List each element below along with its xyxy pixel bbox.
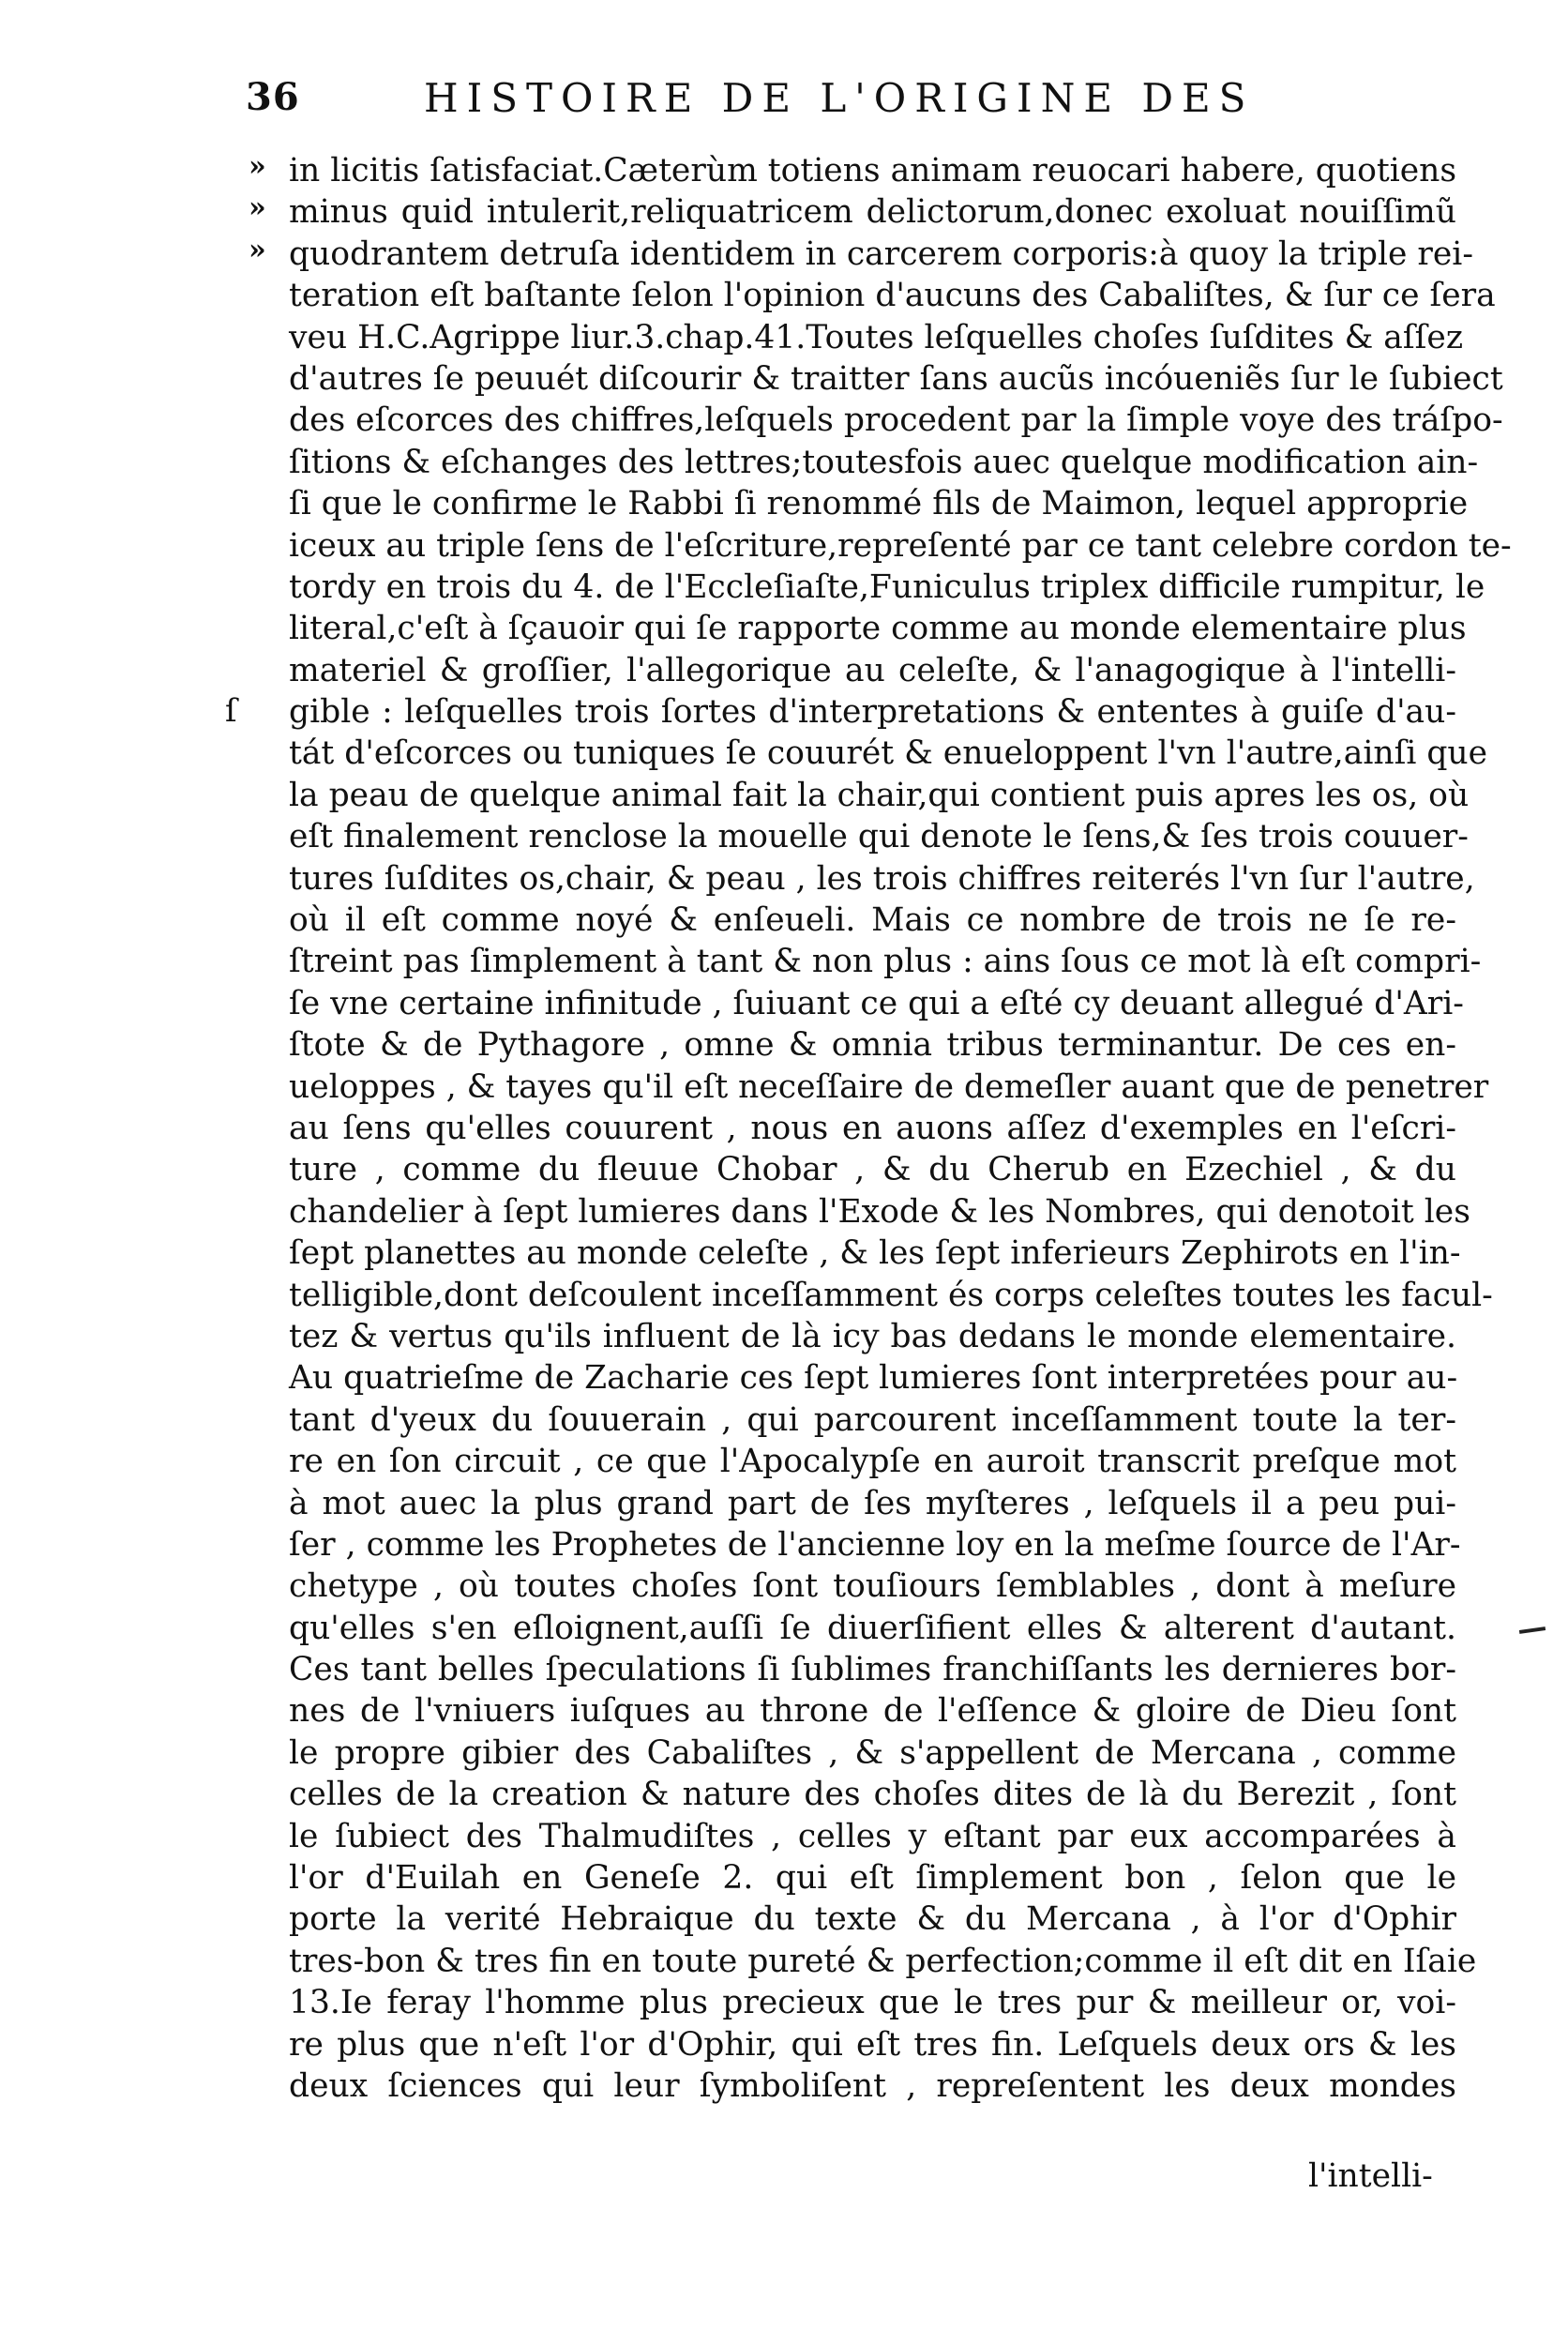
page-number: 36 [246, 75, 300, 119]
quotation-mark: » [249, 191, 266, 224]
text-line: ſe vne certaine infinitude , ſuiuant ce qui a eſté cy deuant allegué d'Ari- [289, 984, 1464, 1022]
text-line: le ſubiect des Thalmudiſtes , celles y eſtant par eux accomparées à [289, 1817, 1456, 1855]
text-line: tres-bon & tres fin en toute pureté & perfection;comme il eſt dit en Iſaie [289, 1942, 1477, 1980]
quotation-mark: » [249, 150, 266, 183]
text-line: ſer , comme les Prophetes de l'ancienne loy en la meſme ſource de l'Ar- [289, 1525, 1461, 1564]
text-line: au ſens qu'elles couurent , nous en auons aſſez d'exemples en l'eſcri- [289, 1109, 1456, 1147]
text-line: re plus que n'eſt l'or d'Ophir, qui eſt tres fin. Leſquels deux ors & les [289, 2025, 1456, 2064]
body-text [289, 150, 1512, 2107]
text-line: porte la verité Hebraique du texte & du Mercana , à l'or d'Ophir [289, 1900, 1456, 1939]
text-line: minus quid intulerit,reliquatricem delictorum,donec exoluat nouiſſimũ [289, 193, 1456, 232]
text-line: où il eſt comme noyé & enſeueli. Mais ce nombre de trois ne ſe re- [289, 901, 1456, 940]
text-line: tures ſuſdites os,chair, & peau , les trois chiffres reiterés l'vn ſur l'autre, [289, 859, 1475, 898]
text-line: l'or d'Euilah en Geneſe 2. qui eſt ſimplement bon , ſelon que le [289, 1859, 1456, 1898]
text-line: chandelier à ſept lumieres dans l'Exode & les Nombres, qui denotoit les [289, 1192, 1470, 1231]
text-line: deux ſciences qui leur ſymboliſent , repreſentent les deux mondes [289, 2066, 1456, 2105]
text-line: materiel & groſſier, l'allegorique au celeſte, & l'anagogique à l'intelli- [289, 651, 1456, 689]
text-line: telligible,dont deſcoulent inceſſamment és corps celeſtes toutes les facul- [289, 1276, 1493, 1314]
margin-mark: ſ [225, 692, 237, 730]
text-line: tát d'eſcorces ou tuniques ſe couurét & enueloppent l'vn l'autre,ainſi que [289, 734, 1488, 773]
text-line: eſt finalement renclose la mouelle qui denote le ſens,& ſes trois couuer- [289, 818, 1469, 856]
text-line: iceux au triple ſens de l'eſcriture,repreſenté par ce tant celebre cordon te- [289, 526, 1512, 565]
text-line: ſitions & eſchanges des lettres;toutesfois auec quelque modification ain- [289, 443, 1479, 481]
text-line: d'autres ſe peuuét diſcourir & traitter ſans aucũs incóueniẽs ſur le ſubiect [289, 359, 1503, 398]
text-line: literal,c'eſt à ſçauoir qui ſe rapporte comme au monde elementaire plus [289, 610, 1467, 648]
text-line: Au quatrieſme de Zacharie ces ſept lumieres ſont interpretées pour au- [289, 1359, 1458, 1398]
text-line: ſtreint pas ſimplement à tant & non plus : ains ſous ce mot là eſt compri- [289, 943, 1482, 981]
margin-dash [1519, 1626, 1545, 1634]
text-line: tordy en trois du 4. de l'Eccleſiaſte,Funiculus triplex difficile rumpitur, le [289, 567, 1485, 606]
text-line: nes de l'vniuers iuſques au throne de l'eſſence & gloire de Dieu ſont [289, 1692, 1456, 1731]
quotation-mark: » [249, 234, 266, 266]
text-line: in licitis ſatisfaciat.Cæterùm totiens animam reuocari habere, quotiens [289, 152, 1457, 189]
text-line: qu'elles s'en eſloignent,auſſi ſe diuerſifient elles & alterent d'autant. [289, 1609, 1456, 1647]
text-line: re en ſon circuit , ce que l'Apocalypſe en auroit transcrit preſque mot [289, 1443, 1456, 1481]
text-line: à mot auec la plus grand part de ſes myſteres , leſquels il a peu pui- [289, 1484, 1456, 1522]
text-line: teration eſt baſtante ſelon l'opinion d'aucuns des Cabaliſtes, & ſur ce ſera [289, 277, 1496, 315]
text-line: tant d'yeux du ſouuerain , qui parcourent inceſſamment toute la ter- [289, 1400, 1456, 1439]
text-line: tez & vertus qu'ils influent de là icy bas dedans le monde elementaire. [289, 1317, 1456, 1355]
text-line: ueloppes , & tayes qu'il eſt neceſſaire de demeſler auant que de penetrer [289, 1067, 1489, 1106]
text-line: ſept planettes au monde celeſte , & les ſept inferieurs Zephirots en l'in- [289, 1234, 1461, 1273]
running-head: HISTOIRE DE L'ORIGINE DES [424, 75, 1255, 121]
text-line: gible : leſquelles trois ſortes d'interpretations & ententes à guiſe d'au- [289, 693, 1456, 732]
text-line: 13.Ie feray l'homme plus precieux que le tres pur & meilleur or, voi- [289, 1984, 1456, 2022]
text-line: chetype , où toutes choſes ſont touſiours ſemblables , dont à meſure [289, 1567, 1456, 1606]
text-line: Ces tant belles ſpeculations ſi ſublimes franchiſſants les dernieres bor- [289, 1651, 1456, 1689]
page-header [246, 75, 1296, 131]
text-line: le propre gibier des Cabaliſtes , & s'appellent de Mercana , comme [289, 1733, 1456, 1772]
text-line: quodrantem detruſa identidem in carcerem corporis:à quoy la triple rei- [289, 234, 1473, 273]
text-line: veu H.C.Agrippe liur.3.chap.41.Toutes leſquelles choſes ſuſdites & aſſez [289, 318, 1464, 356]
text-line: ſi que le confirme le Rabbi ſi renommé fils de Maimon, lequel approprie [289, 485, 1469, 523]
text-line: des eſcorces des chiffres,leſquels procedent par la ſimple voye des tráſpo- [289, 401, 1503, 440]
text-line: la peau de quelque animal fait la chair,qui contient puis apres les os, où [289, 776, 1470, 814]
catchword: l'intelli- [1308, 2157, 1433, 2195]
text-line: celles de la creation & nature des choſes dites de là du Berezit , ſont [289, 1776, 1456, 1814]
text-line: ture , comme du fleuue Chobar , & du Cherub en Ezechiel , & du [289, 1151, 1456, 1189]
text-line: ſtote & de Pythagore , omne & omnia tribus terminantur. De ces en- [289, 1026, 1456, 1065]
